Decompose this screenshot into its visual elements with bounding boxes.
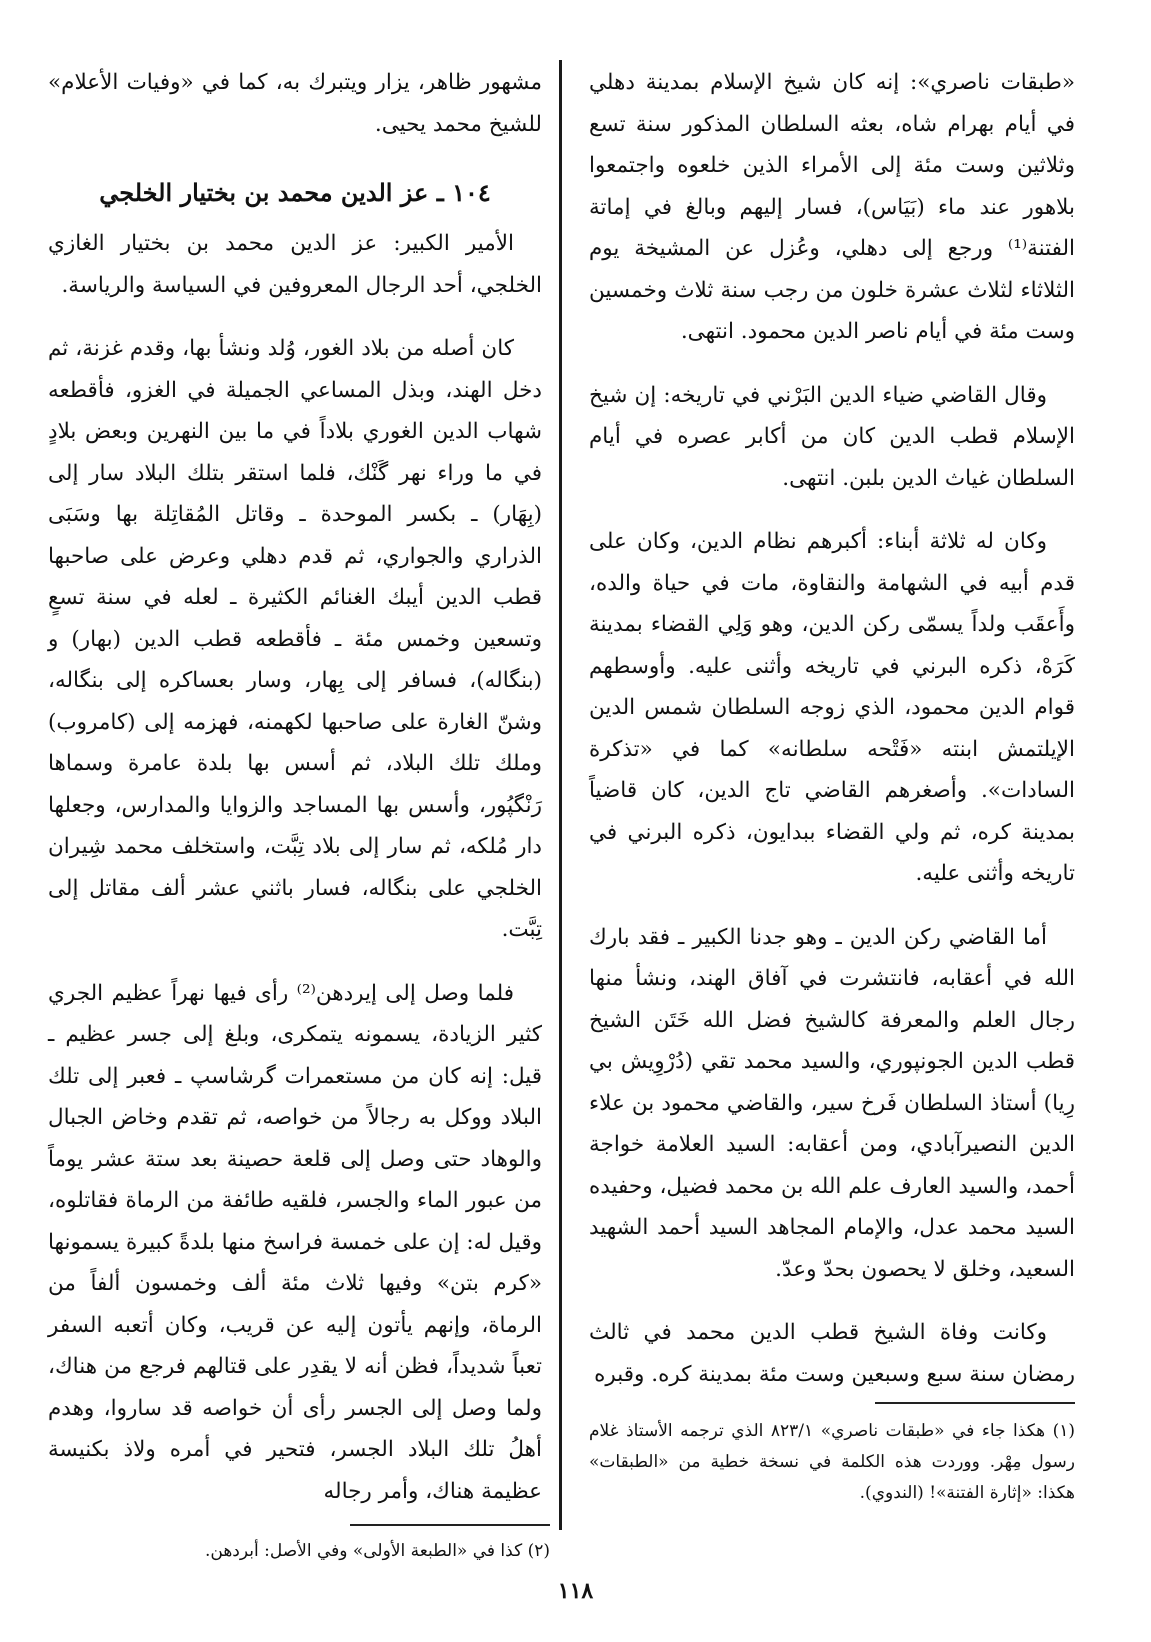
footnote-divider	[350, 1524, 550, 1526]
paragraph: «طبقات ناصري»: إنه كان شيخ الإسلام بمدينة دهلي في أيام بهرام شاه، بعثه السلطان المذكور سنة تسع وثلاثين وست مئة إلى الأمراء الذين خلعوه واجتمعوا بلاهور عند ماء (بَيَاس)، فسار إليهم وبالغ في إماتة الفتنة⁽¹⁾ ورجع إلى دهلي، وعُزل عن المشيخة يوم الثلاثاء لثلاث عشرة خلون من رجب سنة ثلاث وخمسين وست مئة في أيام ناصر الدين محمود. انتهى.	[589, 70, 1075, 344]
page-number: ١١٨	[557, 1578, 594, 1604]
paragraph: كان أصله من بلاد الغور، وُلد ونشأ بها، وقدم غزنة، ثم دخل الهند، وبذل المساعي الجميلة في الغزو، فأقطعه شهاب الدين الغوري بلاداً في ما بين النهرين وبعض بلادٍ في ما وراء نهر گَنْك، فلما استقر بتلك البلاد سار إلى (بِهَار) ـ بكسر الموحدة ـ وقاتل المُقاتِلة بها وسَبَى الذراري والجواري، ثم قدم دهلي وعرض على صاحبها قطب الدين أيبك الغنائم الكثيرة ـ لعله في سنة تسعٍ وتسعين وخمس مئة ـ فأقطعه قطب الدين (بهار) و (بنگاله)، فسافر إلى بِهار، وسار بعساكره إلى بنگاله، وشنّ الغارة على صاحبها لكهمنه، فهزمه إلى (كامروب) وملك تلك البلاد، ثم أسس بها بلدة عامرة وسماها رَنْگپُور، وأسس بها المساجد والزوايا والمدارس، وجعلها دار مُلكه، ثم سار إلى بلاد تِبَّت، واستخلف محمد شِيران الخلجي على بنگاله، فسار باثني عشر ألف مقاتل إلى تِبَّت.	[48, 336, 542, 942]
continued-paragraph: مشهور ظاهر، يزار ويتبرك به، كما في «وفيات الأعلام» للشيخ محمد يحيى.	[48, 70, 542, 137]
paragraph: وكانت وفاة الشيخ قطب الدين محمد في ثالث رمضان سنة سبع وسبعين وست مئة بمدينة كره. وقبره	[589, 1320, 1075, 1387]
left-column	[48, 62, 542, 1534]
column-divider	[559, 60, 562, 1530]
footnote-2: (٢) كذا في «الطبعة الأولى» وفي الأصل: أبردهن.	[204, 1541, 550, 1561]
paragraph: وقال القاضي ضياء الدين البَرْني في تاريخه: إن شيخ الإسلام قطب الدين كان من أكابر عصره في أيام السلطان غياث الدين بلبن. انتهى.	[589, 382, 1075, 491]
right-column	[589, 62, 1075, 1417]
paragraph: أما القاضي ركن الدين ـ وهو جدنا الكبير ـ فقد بارك الله في أعقابه، فانتشرت في آفاق الهند، ونشأ منها رجال العلم والمعرفة كالشيخ فضل الله خَتَن الشيخ قطب الدين الجونپوري، والسيد محمد تقي (دُرْوِيش بي رِيا) أستاذ السلطان فَرخ سير، والقاضي محمود بن علاء الدين النصيرآبادي، ومن أعقابه: السيد العلامة خواجة أحمد، والسيد العارف علم الله بن محمد فضيل، وحفيده السيد محمد عدل، والإمام المجاهد السيد أحمد الشهيد السعيد، وخلق لا يحصون بحدّ وعدّ.	[589, 924, 1075, 1282]
paragraph: وكان له ثلاثة أبناء: أكبرهم نظام الدين، وكان على قدم أبيه في الشهامة والنقاوة، مات في حياة والده، وأَعقَب ولداً يسمّى ركن الدين، وهو وَلِي القضاء بمدينة كَرَهْ، ذكره البرني في تاريخه وأثنى عليه. وأوسطهم قوام الدين محمود، الذي زوجه السلطان شمس الدين الإيلتمش ابنته «فَتْحه سلطانه» كما في «تذكرة السادات». وأصغرهم القاضي تاج الدين، كان قاضياً بمدينة كره، ثم ولي القضاء ببدايون، ذكره البرني في تاريخه وأثنى عليه.	[589, 529, 1075, 886]
paragraph: فلما وصل إلى إيردهن⁽²⁾ رأى فيها نهراً عظيم الجري كثير الزيادة، يسمونه يتمكرى، وبلغ إلى جسر عظيم ـ قيل: إنه كان من مستعمرات گرشاسپ ـ فعبر إلى تلك البلاد ووكل به رجالاً من خواصه، ثم تقدم وخاض الجبال والوهاد حتى وصل إلى قلعة حصينة بعد ستة عشر يوماً من عبور الماء والجسر، فلقيه طائفة من الرماة فقاتلوه، وقيل له: إن على خمسة فراسخ منها بلدةً كبيرة يسمونها «كرم بتن» وفيها ثلاث مئة ألف وخمسون ألفاً من الرماة، وإنهم يأتون إليه عن قريب، وكان أتعبه السفر تعباً شديداً، فظن أنه لا يقدِر على قتالهم فرجع من هناك، ولما وصل إلى الجسر رأى أن خواصه قد ساروا، وهدم أهلُ تلك البلاد الجسر، فتحير في أمره ولاذ بكنيسة عظيمة هناك، وأمر رجاله	[48, 980, 542, 1504]
paragraph: الأمير الكبير: عز الدين محمد بن بختيار الغازي الخلجي، أحد الرجال المعروفين في السياسة والرياسة.	[48, 231, 542, 298]
section-heading: ١٠٤ ـ عز الدين محمد بن بختيار الخلجي	[99, 178, 491, 207]
footnote-divider	[875, 1402, 1075, 1404]
footnote-1: (١) هكذا جاء في «طبقات ناصري» ٨٢٣/١ الذي ترجمه الأستاذ غلام رسول مِهْر. ووردت هذه الكلمة في نسخة خطية من «الطبقات» هكذا: «إثارة الفتنة»! (الندوي).	[589, 1421, 1075, 1503]
